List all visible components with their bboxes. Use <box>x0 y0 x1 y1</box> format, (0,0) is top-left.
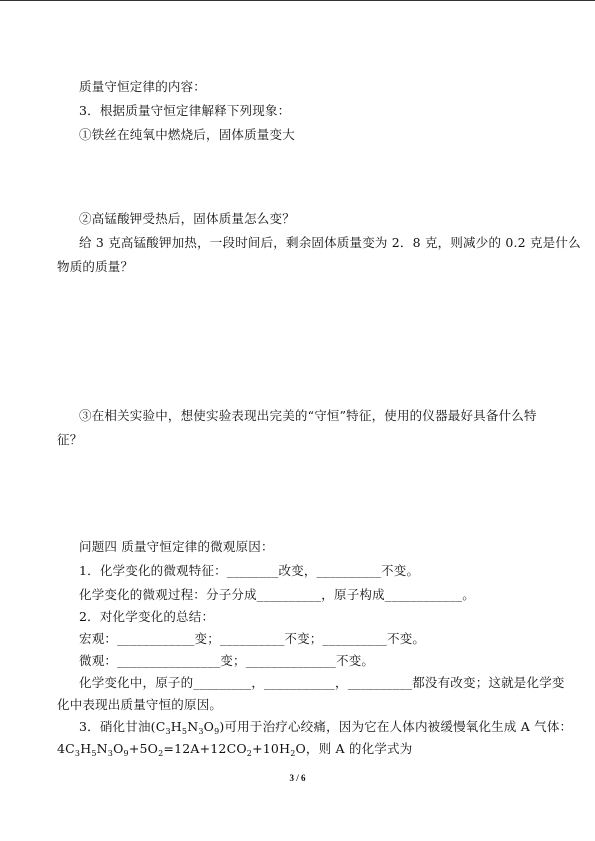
text-line-7: ③在相关实验中，想使实验表现出完美的“守恒”特征，使用的仪器最好具备什么特 <box>79 408 537 423</box>
text-line-15: 化学变化中，原子的_________，___________，__________都没有改变；这就是化学变 <box>79 675 565 690</box>
text-line-12: 2．对化学变化的总结： <box>79 609 215 624</box>
text-line-4: ②高锰酸钾受热后，固体质量怎么变？ <box>79 211 295 226</box>
text-line-3: ①铁丝在纯氧中燃烧后，固体质量变大 <box>79 127 295 142</box>
text-line-8: 征？ <box>57 432 83 447</box>
text-line-11: 化学变化的微观过程：分子分成__________，原子构成____________。 <box>79 587 475 602</box>
page-number: 3 / 6 <box>289 773 306 783</box>
text-line-18: $4C_3H_5N_3O_9+5O_2=12A+12CO_2+10H_2O$，则 A 的化学式为 <box>57 741 413 758</box>
text-line-17: 3．硝化甘油$(C_3H_5N_3O_9)$可用于治疗心绞痛，因为它在人体内被缓慢氧化生成 A 气体： <box>79 719 573 736</box>
text-line-10: 1．化学变化的微观特征：________改变，__________不变。 <box>79 563 420 578</box>
text-line-5: 给 3 克高锰酸钾加热，一段时间后，剩余固体质量变为 2．8 克，则减少的 0.2 克是什么 <box>79 235 581 250</box>
text-line-2: 3．根据质量守恒定律解释下列现象： <box>79 103 291 118</box>
text-line-6: 物质的质量？ <box>57 259 134 274</box>
text-line-1: 质量守恒定律的内容： <box>79 79 207 94</box>
header-rule <box>0 0 595 1</box>
text-line-14: 微观：________________变；______________不变。 <box>79 653 375 668</box>
text-line-9: 问题四 质量守恒定律的微观原因： <box>79 539 274 554</box>
text-line-16: 化中表现出质量守恒的原因。 <box>57 697 223 712</box>
text-line-13: 宏观：____________变；__________不变；__________不变。 <box>79 631 426 646</box>
